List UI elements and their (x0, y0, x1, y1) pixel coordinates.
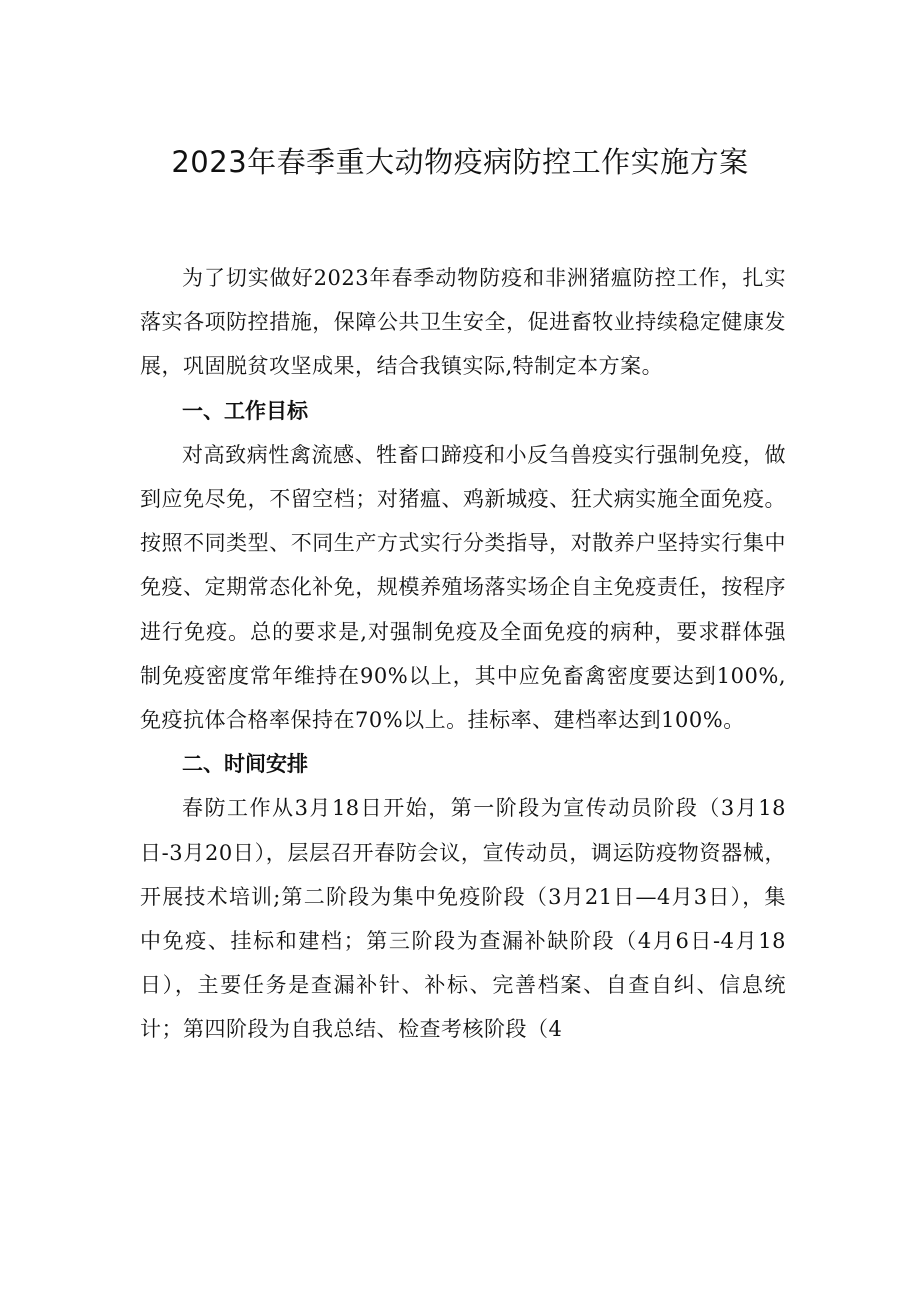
section-body-schedule: 春防工作从3月18日开始，第一阶段为宣传动员阶段（3月18日-3月20日），层层召开春防会议，宣传动员，调运防疫物资器械，开展技术培训;第二阶段为集中免疫阶段（3月21日—4月3日），集中免疫、挂标和建档；第三阶段为查漏补缺阶段（4月6日-4月18日），主要任务是查漏补针、补标、完善档案、自查自纠、信息统计；第四阶段为自我总结、检查考核阶段（4 (140, 796, 786, 1042)
document-body (140, 256, 786, 1052)
document-title: 2023年春季重大动物疫病防控工作实施方案 (171, 145, 749, 179)
section-heading-schedule: 二、时间安排 (182, 752, 308, 777)
section-body-goals: 对高致病性禽流感、牲畜口蹄疫和小反刍兽疫实行强制免疫，做到应免尽免，不留空档；对猪瘟、鸡新城疫、狂犬病实施全面免疫。按照不同类型、不同生产方式实行分类指导，对散养户坚持实行集中免疫、定期常态化补免，规模养殖场落实场企自主免疫责任，按程序进行免疫。总的要求是,对强制免疫及全面免疫的病种，要求群体强制免疫密度常年维持在90%以上，其中应免畜禽密度要达到100%,免疫抗体合格率保持在70%以上。挂标率、建档率达到100%。 (140, 442, 786, 733)
section-heading-goals: 一、工作目标 (182, 398, 308, 423)
intro-paragraph: 为了切实做好2023年春季动物防疫和非洲猪瘟防控工作，扎实落实各项防控措施，保障公共卫生安全，促进畜牧业持续稳定健康发展，巩固脱贫攻坚成果，结合我镇实际,特制定本方案。 (140, 266, 786, 379)
